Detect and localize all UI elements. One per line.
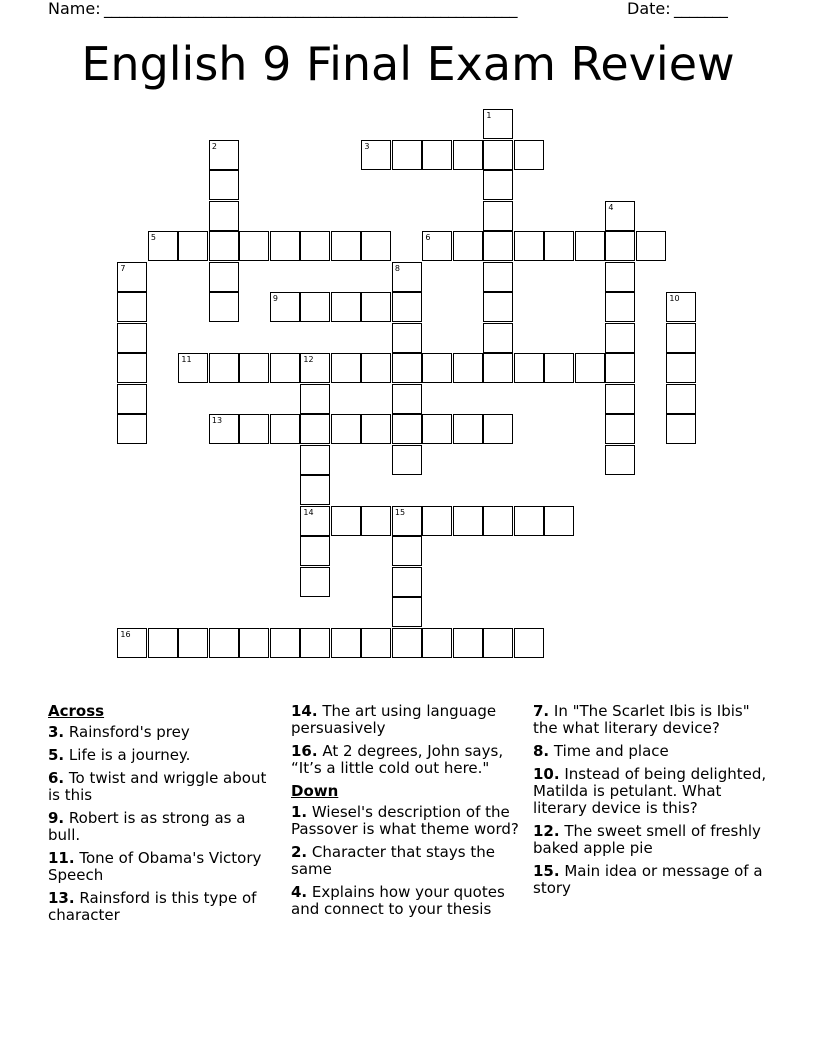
crossword-cell[interactable] — [544, 353, 574, 383]
crossword-cell[interactable] — [483, 262, 513, 292]
crossword-cell[interactable] — [483, 292, 513, 322]
crossword-cell[interactable] — [209, 414, 239, 444]
clue-number: 10 — [669, 294, 680, 304]
clue-across-6: 6. To twist and wriggle about is this — [48, 769, 267, 804]
crossword-cell[interactable] — [483, 201, 513, 231]
crossword-cell[interactable] — [392, 262, 422, 292]
crossword-cell[interactable] — [483, 414, 513, 444]
clue-number: 5 — [150, 233, 156, 243]
crossword-cell[interactable] — [392, 140, 422, 170]
crossword-cell[interactable] — [453, 140, 483, 170]
date-label: Date: — [627, 0, 671, 18]
crossword-cell[interactable] — [605, 323, 635, 353]
crossword-cell[interactable] — [300, 353, 330, 383]
crossword-cell[interactable] — [209, 170, 239, 200]
clue-down-4: 4. Explains how your quotes and connect to your thesis — [291, 883, 505, 918]
clues-column-3 — [533, 703, 773, 903]
crossword-cell[interactable] — [514, 231, 544, 261]
clue-number: 15 — [394, 507, 406, 517]
clue-down-15: 15. Main idea or message of a story — [533, 862, 763, 897]
crossword-cell[interactable] — [361, 231, 391, 261]
clue-number: 1 — [486, 111, 492, 121]
crossword-cell[interactable] — [300, 475, 330, 505]
crossword-cell[interactable] — [239, 353, 269, 383]
clue-number: 11 — [181, 355, 192, 365]
clue-number: 2 — [211, 141, 217, 151]
crossword-cell[interactable] — [666, 384, 696, 414]
crossword-cell[interactable] — [392, 597, 422, 627]
crossword-cell[interactable] — [148, 628, 178, 658]
crossword-cell[interactable] — [361, 628, 391, 658]
crossword-cell[interactable] — [209, 628, 239, 658]
clue-number: 4 — [608, 202, 614, 212]
clue-number: 12 — [303, 355, 314, 365]
crossword-cell[interactable] — [300, 628, 330, 658]
crossword-cell[interactable] — [209, 140, 239, 170]
clue-number: 3 — [364, 141, 370, 151]
crossword-cell[interactable] — [392, 414, 422, 444]
crossword-cell[interactable] — [392, 292, 422, 322]
page-title: English 9 Final Exam Review — [81, 37, 735, 91]
crossword-cell[interactable] — [605, 414, 635, 444]
crossword-cell[interactable] — [666, 414, 696, 444]
crossword-cell[interactable] — [300, 384, 330, 414]
crossword-cell[interactable] — [392, 506, 422, 536]
clues-column-1 — [48, 703, 273, 930]
clues-column-2 — [291, 703, 519, 924]
crossword-cell[interactable] — [300, 567, 330, 597]
crossword-cell[interactable] — [270, 628, 300, 658]
crossword-cell[interactable] — [178, 628, 208, 658]
crossword-cell[interactable] — [453, 231, 483, 261]
crossword-cell[interactable] — [392, 445, 422, 475]
crossword-cell[interactable] — [361, 506, 391, 536]
crossword-cell[interactable] — [514, 353, 544, 383]
crossword-cell[interactable] — [605, 201, 635, 231]
crossword-cell[interactable] — [514, 628, 544, 658]
crossword-cell[interactable] — [483, 140, 513, 170]
clue-across-9: 9. Robert is as strong as a bull. — [48, 809, 246, 844]
crossword-cell[interactable] — [209, 292, 239, 322]
crossword-cell[interactable] — [361, 414, 391, 444]
crossword-cell[interactable] — [117, 353, 147, 383]
crossword-cell[interactable] — [453, 628, 483, 658]
crossword-cell[interactable] — [300, 414, 330, 444]
crossword-cell[interactable] — [331, 231, 361, 261]
crossword-cell[interactable] — [483, 323, 513, 353]
crossword-cell[interactable] — [361, 353, 391, 383]
crossword-cell[interactable] — [544, 231, 574, 261]
crossword-cell[interactable] — [605, 353, 635, 383]
crossword-cell[interactable] — [117, 414, 147, 444]
date-line[interactable]: _______ — [674, 0, 728, 18]
clue-number: 16 — [120, 629, 131, 639]
crossword-cell[interactable] — [483, 506, 513, 536]
down-heading: Down — [291, 782, 339, 800]
crossword-cell[interactable] — [453, 506, 483, 536]
crossword-cell[interactable] — [392, 628, 422, 658]
clue-down-10: 10. Instead of being delighted, Matilda is petulant. What literary device is this? — [533, 765, 767, 817]
clue-across-5: 5. Life is a journey. — [48, 746, 191, 764]
crossword-cell[interactable] — [300, 231, 330, 261]
crossword-cell[interactable] — [239, 414, 269, 444]
clue-down-1: 1. Wiesel's description of the Passover is what theme word? — [291, 803, 519, 838]
crossword-cell[interactable] — [209, 201, 239, 231]
clue-across-11: 11. Tone of Obama's Victory Speech — [48, 849, 262, 884]
crossword-cell[interactable] — [148, 231, 178, 261]
crossword-cell[interactable] — [209, 231, 239, 261]
crossword-cell[interactable] — [239, 628, 269, 658]
crossword-cell[interactable] — [636, 231, 666, 261]
crossword-cell[interactable] — [605, 384, 635, 414]
crossword-cell[interactable] — [331, 292, 361, 322]
crossword-cell[interactable] — [422, 231, 452, 261]
crossword-cell[interactable] — [422, 506, 452, 536]
clue-down-7: 7. In "The Scarlet Ibis is Ibis" the what literary device? — [533, 702, 750, 737]
crossword-cell[interactable] — [666, 292, 696, 322]
crossword-cell[interactable] — [209, 262, 239, 292]
crossword-cell[interactable] — [300, 292, 330, 322]
crossword-cell[interactable] — [422, 414, 452, 444]
crossword-cell[interactable] — [483, 170, 513, 200]
crossword-cell[interactable] — [209, 353, 239, 383]
crossword-cell[interactable] — [270, 353, 300, 383]
crossword-cell[interactable] — [331, 506, 361, 536]
crossword-cell[interactable] — [392, 384, 422, 414]
crossword-cell[interactable] — [483, 231, 513, 261]
crossword-cell[interactable] — [483, 353, 513, 383]
crossword-cell[interactable] — [300, 445, 330, 475]
crossword-cell[interactable] — [422, 140, 452, 170]
crossword-cell[interactable] — [270, 414, 300, 444]
crossword-cell[interactable] — [117, 628, 147, 658]
crossword-cell[interactable] — [361, 292, 391, 322]
crossword-cell[interactable] — [331, 353, 361, 383]
crossword-cell[interactable] — [392, 536, 422, 566]
crossword-cell[interactable] — [331, 628, 361, 658]
crossword-cell[interactable] — [514, 506, 544, 536]
clue-across-16: 16. At 2 degrees, John says, “It’s a little cold out here." — [291, 742, 504, 777]
clue-down-2: 2. Character that stays the same — [291, 843, 495, 878]
clue-across-3: 3. Rainsford's prey — [48, 723, 190, 741]
crossword-cell[interactable] — [514, 140, 544, 170]
crossword-cell[interactable] — [117, 384, 147, 414]
crossword-cell[interactable] — [483, 628, 513, 658]
name-line[interactable]: ______________________________________________________ — [104, 0, 518, 18]
crossword-cell[interactable] — [575, 231, 605, 261]
crossword-cell[interactable] — [605, 262, 635, 292]
across-heading: Across — [48, 702, 105, 720]
crossword-cell[interactable] — [361, 140, 391, 170]
name-label: Name: — [48, 0, 101, 18]
crossword-cell[interactable] — [270, 292, 300, 322]
crossword-cell[interactable] — [300, 506, 330, 536]
crossword-cell[interactable] — [331, 414, 361, 444]
crossword-cell[interactable] — [483, 109, 513, 139]
clue-down-8: 8. Time and place — [533, 742, 669, 760]
crossword-cell[interactable] — [666, 323, 696, 353]
clue-number: 7 — [120, 263, 126, 273]
clue-number: 8 — [394, 263, 400, 273]
clue-across-13: 13. Rainsford is this type of character — [48, 889, 257, 924]
crossword-cell[interactable] — [422, 628, 452, 658]
crossword-cell[interactable] — [178, 231, 208, 261]
clue-down-12: 12. The sweet smell of freshly baked apple pie — [533, 822, 761, 857]
crossword-cell[interactable] — [178, 353, 208, 383]
crossword-cell[interactable] — [392, 353, 422, 383]
crossword-cell[interactable] — [422, 353, 452, 383]
crossword-cell[interactable] — [270, 231, 300, 261]
crossword-cell[interactable] — [605, 292, 635, 322]
clue-number: 14 — [303, 507, 314, 517]
clue-number: 13 — [211, 416, 223, 426]
crossword-cell[interactable] — [666, 353, 696, 383]
crossword-cell[interactable] — [605, 231, 635, 261]
crossword-cell[interactable] — [605, 445, 635, 475]
crossword-cell[interactable] — [544, 506, 574, 536]
crossword-cell[interactable] — [117, 292, 147, 322]
crossword-cell[interactable] — [117, 323, 147, 353]
clue-across-14: 14. The art using language persuasively — [291, 702, 497, 737]
crossword-cell[interactable] — [453, 353, 483, 383]
clue-number: 6 — [425, 233, 431, 243]
crossword-cell[interactable] — [117, 262, 147, 292]
crossword-cell[interactable] — [575, 353, 605, 383]
clue-number: 9 — [272, 294, 278, 304]
crossword-cell[interactable] — [300, 536, 330, 566]
crossword-cell[interactable] — [392, 323, 422, 353]
crossword-cell[interactable] — [239, 231, 269, 261]
crossword-cell[interactable] — [392, 567, 422, 597]
crossword-cell[interactable] — [453, 414, 483, 444]
